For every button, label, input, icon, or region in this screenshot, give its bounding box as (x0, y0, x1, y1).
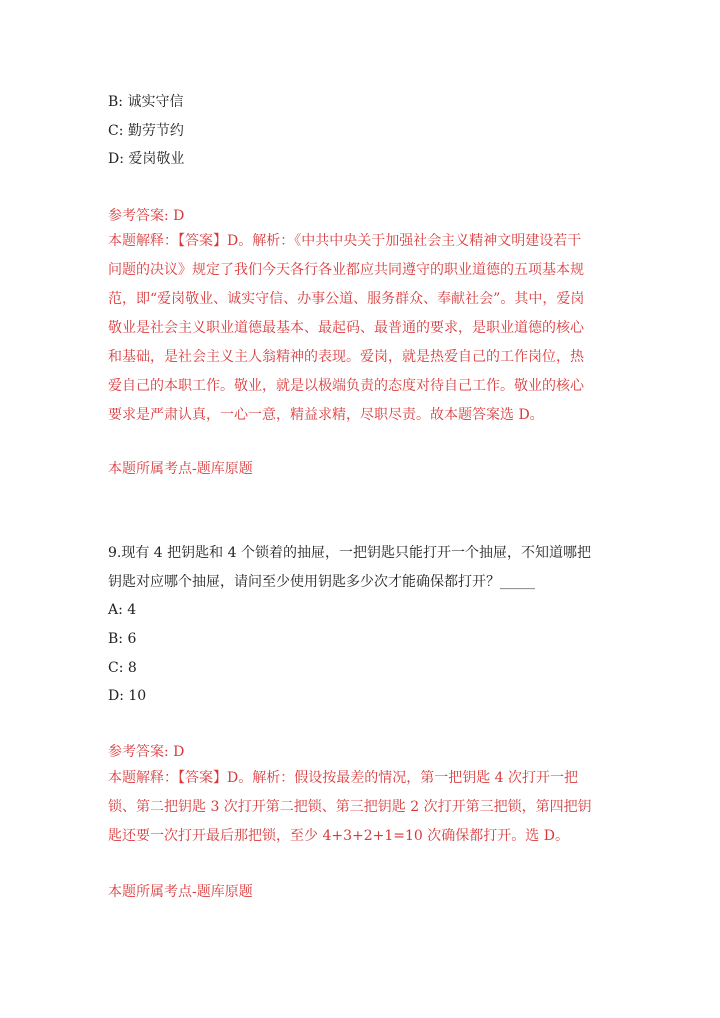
q8-explanation-line: 要求是严肃认真，一心一意，精益求精，尽职尽责。故本题答案选 D。 (108, 407, 544, 423)
q8-explanation (108, 227, 622, 430)
q9-category: 本题所属考点-题库原题 (108, 884, 253, 900)
q8-category: 本题所属考点-题库原题 (108, 461, 253, 477)
q8-answer: 参考答案: D (108, 208, 185, 224)
q9-option-b: B: 6 (108, 631, 137, 647)
q8-explanation-line: 范，即“爱岗敬业、诚实守信、办事公道、服务群众、奉献社会”。其中，爱岗 (108, 291, 585, 307)
q8-explanation-line: 和基础，是社会主义主人翁精神的表现。爱岗，就是热爱自己的工作岗位，热 (108, 349, 584, 365)
q8-option-b: B: 诚实守信 (108, 94, 184, 110)
q9-explanation (108, 764, 622, 851)
q9-question-line: 钥匙对应哪个抽屉，请问至少使用钥匙多少次才能确保都打开？_____ (108, 574, 535, 590)
q9-explanation-line: 锁、第二把钥匙 3 次打开第二把锁、第三把钥匙 2 次打开第三把锁，第四把钥 (108, 799, 592, 815)
q8-explanation-line: 问题的决议》规定了我们今天各行各业都应共同遵守的职业道德的五项基本规 (108, 262, 584, 278)
q9-explanation-line: 匙还要一次打开最后那把锁，至少 4+3+2+1=10 次确保都打开。选 D。 (108, 828, 569, 844)
q9-option-a: A: 4 (108, 602, 137, 618)
q8-explanation-line: 敬业是社会主义职业道德最基本、最起码、最普通的要求，是职业道德的核心 (108, 320, 584, 336)
q9-question-line: 9.现有 4 把钥匙和 4 个锁着的抽屉，一把钥匙只能打开一个抽屉，不知道哪把 (108, 545, 591, 561)
q9-answer: 参考答案: D (108, 744, 185, 760)
q9-option-c: C: 8 (108, 660, 137, 676)
q8-explanation-line: 爱自己的本职工作。敬业，就是以极端负责的态度对待自己工作。敬业的核心 (108, 378, 584, 394)
q8-explanation-line: 本题解释：【答案】D。解析：《中共中央关于加强社会主义精神文明建设若干 (108, 233, 582, 249)
q9-option-d: D: 10 (108, 688, 147, 704)
q9-question (108, 539, 622, 597)
q8-option-d: D: 爱岗敬业 (108, 151, 185, 167)
q9-explanation-line: 本题解释：【答案】D。解析：假设按最差的情况，第一把钥匙 4 次打开一把 (108, 770, 579, 786)
q8-option-c: C: 勤劳节约 (108, 123, 184, 139)
